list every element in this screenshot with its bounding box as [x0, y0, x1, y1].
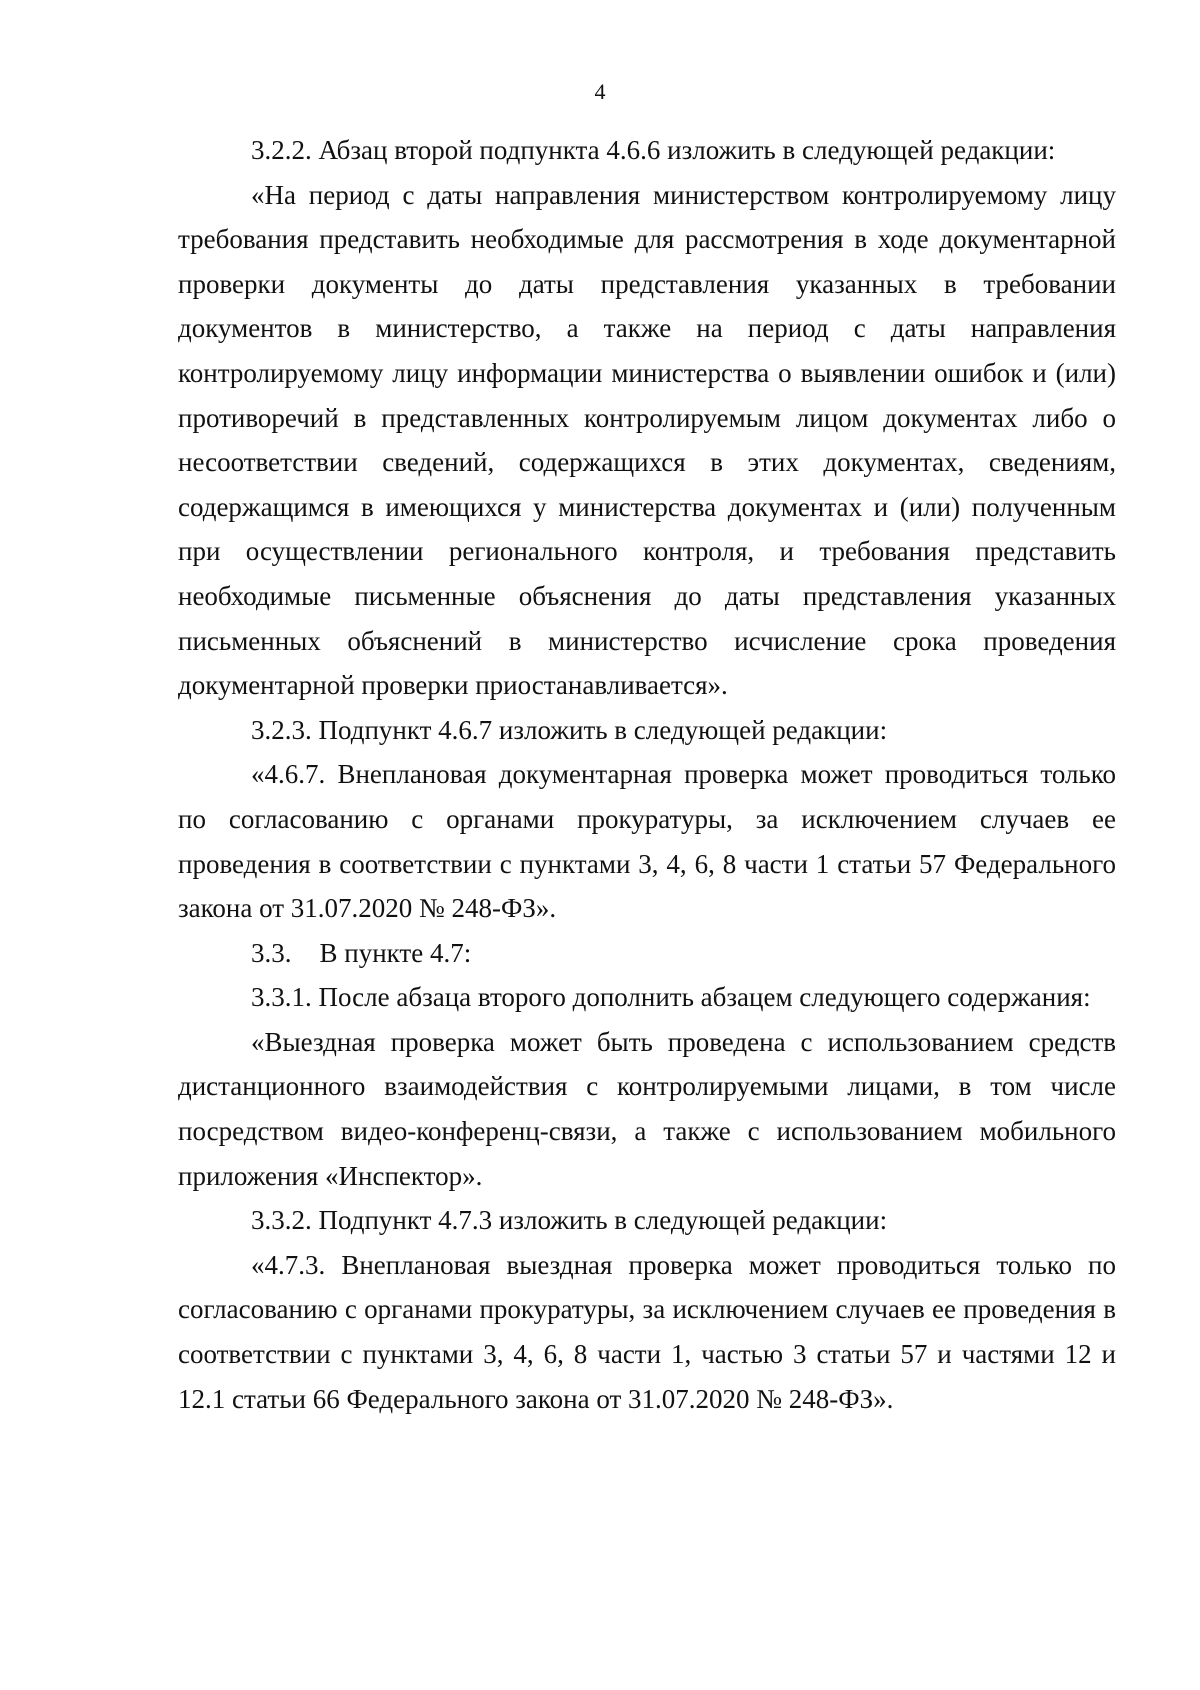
paragraph-3-2-3-heading: 3.2.3. Подпункт 4.6.7 изложить в следующей редакции: [251, 714, 888, 745]
paragraph-3-3-number: 3.3. [251, 937, 292, 968]
paragraph-4-6-7-text: «4.6.7. Внеплановая документарная проверка может проводиться только по согласованию с органами прокуратуры, за исключением случаев ее проведения в соответствии с пунктами 3, 4, 6, 8 части 1 статьи 57 Федерального закона от 31.07.2020 № 248-ФЗ». [178, 759, 1116, 924]
paragraph-3-3-1-heading: 3.3.1. После абзаца второго дополнить абзацем следующего содержания: [251, 982, 1091, 1013]
paragraph-4-7-3-text: «4.7.3. Внеплановая выездная проверка может проводиться только по согласованию с органами прокуратуры, за исключением случаев ее проведения в соответствии с пунктами 3, 4, 6, 8 части 1, частью 3 статьи 57 и частями 12 и 12.1 статьи 66 Федерального закона от 31.07.2020 № 248-ФЗ». [178, 1249, 1116, 1414]
paragraph-3-3-title: В пункте 4.7: [319, 937, 472, 968]
paragraph-3-3-2-heading: 3.3.2. Подпункт 4.7.3 изложить в следующей редакции: [251, 1205, 888, 1236]
paragraph-4-6-6-text: «На период с даты направления министерством контролируемому лицу требования представить необходимые для рассмотрения в ходе документарной проверки документы до даты представления указанных в требовании документов в министерство, а также на период с даты направления контролируемому лицу информации министерства о выявлении ошибок и (или) противоречий в представленных контролируемым лицом документах либо о несоответствии сведений, содержащихся в этих документах, сведениям, содержащимся в имеющихся у министерства документах и (или) полученным при осуществлении регионального контроля, и требования представить необходимые письменные объяснения до даты представления указанных письменных объяснений в министерство исчисление срока проведения документарной проверки приостанавливается». [178, 179, 1116, 701]
paragraph-3-3-heading [178, 931, 1116, 976]
page-number: 4 [594, 79, 606, 104]
document-body [178, 128, 1116, 1421]
paragraph-field-inspection-text: «Выездная проверка может быть проведена с использованием средств дистанционного взаимодействия с контролируемыми лицами, в том числе посредством видео-конференц-связи, а также с использованием мобильного приложения «Инспектор». [178, 1026, 1116, 1191]
paragraph-3-2-2-heading: 3.2.2. Абзац второй подпункта 4.6.6 изложить в следующей редакции: [251, 135, 1056, 165]
